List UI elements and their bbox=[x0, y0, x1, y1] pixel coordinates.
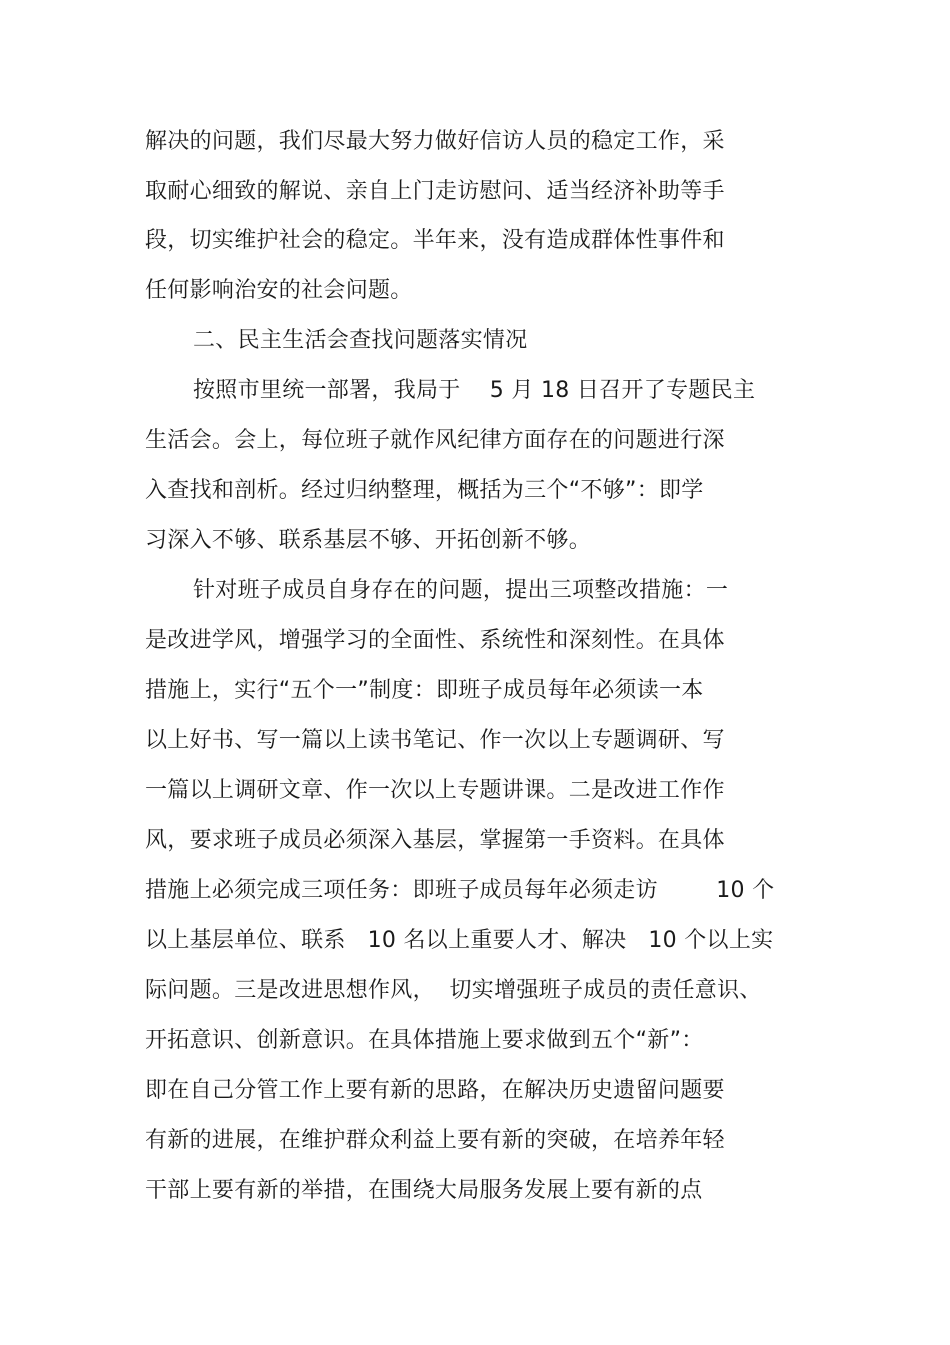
body-text-line: 开拓意识、创新意识。在具体措施上要求做到五个“新”： bbox=[145, 1028, 704, 1053]
section-heading: 二、民主生活会查找问题落实情况 bbox=[193, 328, 528, 353]
body-text-line: 任何影响治安的社会问题。 bbox=[145, 278, 413, 303]
body-text-line: 段，切实维护社会的稳定。半年来，没有造成群体性事件和 bbox=[145, 228, 725, 253]
body-text-line: 措施上必须完成三项任务：即班子成员每年必须走访 10 个 bbox=[145, 878, 775, 903]
body-text-line: 以上好书、写一篇以上读书笔记、作一次以上专题调研、写 bbox=[145, 728, 725, 753]
body-text-line: 以上基层单位、联系 10 名以上重要人才、解决 10 个以上实 bbox=[145, 928, 774, 953]
body-text-line: 一篇以上调研文章、作一次以上专题讲课。二是改进工作作 bbox=[145, 778, 725, 803]
body-text-line: 有新的进展，在维护群众利益上要有新的突破，在培养年轻 bbox=[145, 1128, 725, 1153]
body-text-line: 按照市里统一部署，我局于 5 月 18 日召开了专题民主 bbox=[193, 378, 756, 403]
body-text-line: 措施上，实行“五个一”制度：即班子成员每年必须读一本 bbox=[145, 678, 704, 703]
body-text-line: 习深入不够、联系基层不够、开拓创新不够。 bbox=[145, 528, 592, 553]
body-text-line: 干部上要有新的举措，在围绕大局服务发展上要有新的点 bbox=[145, 1178, 703, 1203]
body-text-line: 际问题。三是改进思想作风， 切实增强班子成员的责任意识、 bbox=[145, 978, 762, 1003]
body-text-line: 生活会。会上，每位班子就作风纪律方面存在的问题进行深 bbox=[145, 428, 725, 453]
body-text-line: 解决的问题，我们尽最大努力做好信访人员的稳定工作，采 bbox=[145, 129, 725, 154]
body-text-line: 取耐心细致的解说、亲自上门走访慰问、适当经济补助等手 bbox=[145, 179, 725, 204]
body-text-line: 风，要求班子成员必须深入基层，掌握第一手资料。在具体 bbox=[145, 828, 725, 853]
body-text-line: 即在自己分管工作上要有新的思路，在解决历史遗留问题要 bbox=[145, 1078, 725, 1103]
body-text-line: 针对班子成员自身存在的问题，提出三项整改措施：一 bbox=[193, 578, 729, 603]
body-text-line: 是改进学风，增强学习的全面性、系统性和深刻性。在具体 bbox=[145, 628, 725, 653]
body-text-line: 入查找和剖析。经过归纳整理，概括为三个“不够”：即学 bbox=[145, 478, 704, 503]
